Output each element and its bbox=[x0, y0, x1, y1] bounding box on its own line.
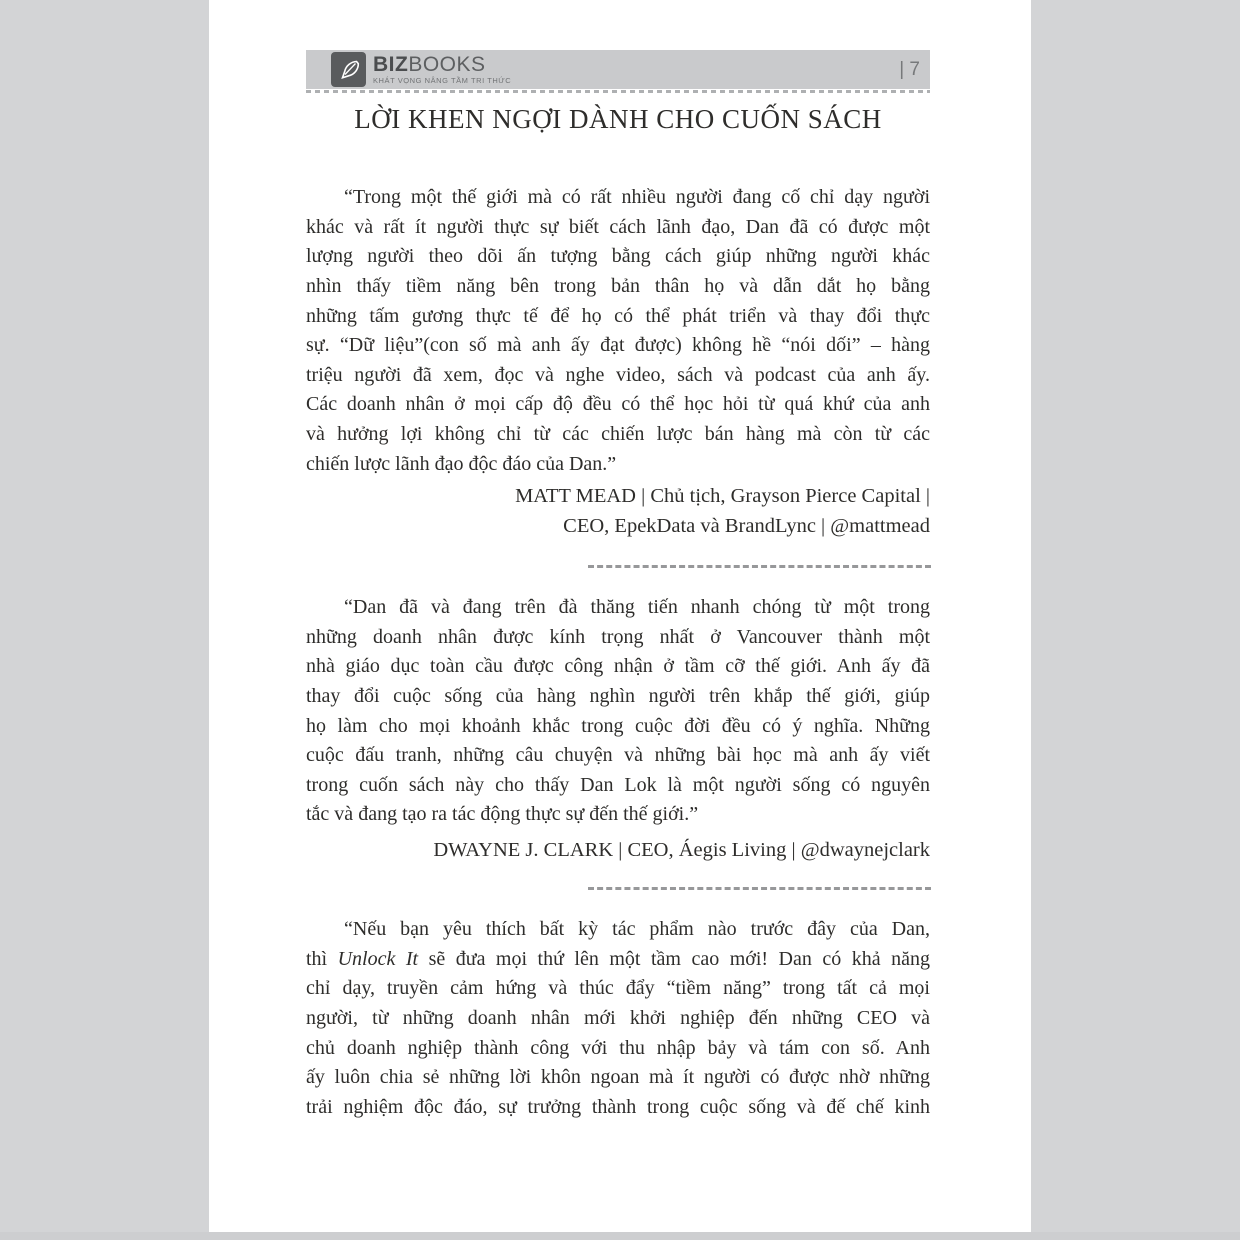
quote-line: “Trong một thế giới mà có rất nhiều người đang cố chỉ dạy người bbox=[344, 186, 930, 208]
perforation-edge bbox=[306, 90, 930, 93]
brand-light: BOOKS bbox=[408, 53, 486, 76]
quote-text: thì bbox=[306, 947, 338, 970]
bizbooks-logo-icon bbox=[331, 52, 366, 87]
quote-line: người, từ những doanh nhân mới khởi nghiệp đến những CEO và bbox=[306, 1006, 930, 1029]
quote-line: trải nghiệm độc đáo, sự trưởng thành trong cuộc sống và đế chế kinh bbox=[306, 1095, 930, 1118]
quote-line: “Nếu bạn yêu thích bất kỳ tác phẩm nào trước đây của Dan, bbox=[344, 918, 930, 940]
quote-line: thay đổi cuộc sống của hàng nghìn người trên khắp thế giới, giúp bbox=[306, 684, 930, 707]
quote-line: chỉ dạy, truyền cảm hứng và thúc đẩy “tiềm năng” trong tất cả mọi bbox=[306, 977, 930, 1000]
dashed-separator bbox=[588, 565, 931, 568]
brand-name bbox=[373, 54, 511, 75]
quote-line: sự. “Dữ liệu”(con số mà anh ấy đạt được) không hề “nói dối” – hàng bbox=[306, 334, 930, 357]
quote-line: trong cuốn sách này cho thấy Dan Lok là một người sống có nguyên bbox=[306, 773, 930, 796]
quote-line: chủ doanh nghiệp thành công với thu nhập bảy và tám con số. Anh bbox=[306, 1036, 930, 1059]
attribution-line: DWAYNE J. CLARK | CEO, Áegis Living | @dwaynejclark bbox=[433, 839, 930, 861]
book-page bbox=[209, 0, 1031, 1240]
quote-line bbox=[306, 945, 930, 975]
attribution-dwayne-clark bbox=[306, 835, 930, 865]
quote-line: ấy luôn chia sẻ những lời khôn ngoan mà ít người có được nhờ những bbox=[306, 1066, 930, 1089]
testimonial-quote-2 bbox=[306, 593, 930, 830]
quote-line: Các doanh nhân ở mọi cấp độ đều có thể học hỏi từ quá khứ của anh bbox=[306, 393, 930, 416]
brand-tagline: KHÁT VỌNG NÂNG TẦM TRI THỨC bbox=[373, 76, 512, 85]
attribution-line: MATT MEAD | Chủ tịch, Grayson Pierce Capital | bbox=[515, 485, 930, 507]
attribution-matt-mead bbox=[306, 481, 930, 541]
quote-line: “Dan đã và đang trên đà thăng tiến nhanh chóng từ một trong bbox=[344, 596, 930, 618]
dashed-separator bbox=[588, 887, 931, 890]
quote-line: chiến lược lãnh đạo độc đáo của Dan.” bbox=[306, 452, 617, 475]
quote-line: triệu người đã xem, đọc và nghe video, sách và podcast của anh ấy. bbox=[306, 363, 930, 386]
quote-line: họ làm cho mọi khoảnh khắc trong cuộc đời đều có ý nghĩa. Những bbox=[306, 714, 930, 737]
scan-bottom-edge bbox=[0, 1232, 1240, 1240]
quote-line: những doanh nhân được kính trọng nhất ở Vancouver thành một bbox=[306, 625, 930, 648]
quote-line: lượng người theo dõi ấn tượng bằng cách giúp những người khác bbox=[306, 245, 930, 268]
quote-line: nhìn thấy tiềm năng bên trong bản thân họ và dẫn dắt họ bằng bbox=[306, 274, 930, 297]
testimonial-quote-3 bbox=[306, 915, 930, 1122]
quote-line: tắc và đang tạo ra tác động thực sự đến thế giới.” bbox=[306, 803, 699, 826]
attribution-line: CEO, EpekData và BrandLync | @mattmead bbox=[563, 515, 930, 537]
quote-line: và hưởng lợi không chỉ từ các chiến lược bán hàng mà còn từ các bbox=[306, 423, 930, 446]
bizbooks-logo bbox=[331, 52, 511, 87]
quote-line: nhà giáo dục toàn cầu được công nhận ở tầm cỡ thế giới. Anh ấy đã bbox=[306, 655, 930, 678]
publisher-header bbox=[306, 50, 930, 89]
brand-bold: BIZ bbox=[373, 53, 409, 76]
quote-line: cuộc đấu tranh, những câu chuyện và những bài học mà anh ấy viết bbox=[306, 744, 930, 767]
book-title-italic: Unlock It bbox=[337, 947, 419, 970]
quote-text: sẽ đưa mọi thứ lên một tầm cao mới! Dan có khả năng bbox=[418, 947, 930, 970]
quote-line: những tấm gương thực tế để họ có thể phát triển và thay đổi thực bbox=[306, 304, 930, 327]
page-title: LỜI KHEN NGỢI DÀNH CHO CUỐN SÁCH bbox=[354, 104, 882, 134]
bizbooks-logo-text bbox=[373, 54, 511, 85]
page-number: | 7 bbox=[899, 58, 920, 80]
quote-line: khác và rất ít người thực sự biết cách lãnh đạo, Dan đã có được một bbox=[306, 215, 930, 238]
testimonial-quote-1 bbox=[306, 183, 930, 479]
